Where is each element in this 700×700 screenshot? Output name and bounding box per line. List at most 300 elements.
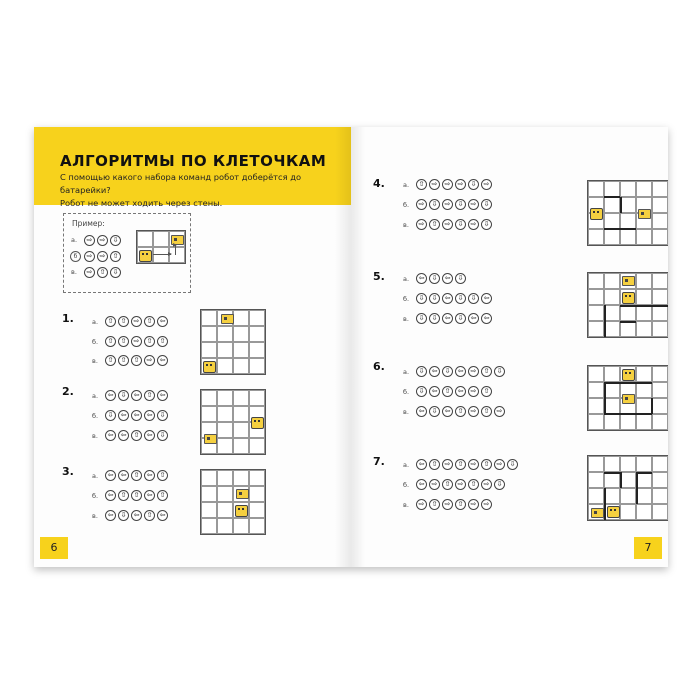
down-arrow-icon: ⇩ [157, 430, 168, 441]
grid-cell [249, 502, 265, 518]
up-arrow-icon: ⇧ [131, 355, 142, 366]
up-arrow-icon: ⇧ [455, 459, 466, 470]
task-4-row-a [416, 179, 494, 190]
grid-cell [636, 488, 652, 504]
down-arrow-icon: ⇩ [442, 366, 453, 377]
grid-cell [652, 472, 668, 488]
left-arrow-icon: ⇦ [105, 430, 116, 441]
example-label: Пример: [72, 219, 105, 228]
example-row-a [84, 235, 123, 246]
task-7-number: 7. [373, 455, 385, 468]
up-arrow-icon: ⇧ [118, 316, 129, 327]
up-arrow-icon: ⇧ [455, 499, 466, 510]
task-3-option-b: б. [92, 492, 99, 500]
up-arrow-icon: ⇧ [105, 336, 116, 347]
down-arrow-icon: ⇩ [416, 366, 427, 377]
left-arrow-icon: ⇦ [157, 316, 168, 327]
task-1-option-c: в. [92, 357, 98, 365]
task-7-option-c: в. [403, 501, 409, 509]
path-arrow-up [175, 245, 176, 255]
right-arrow-icon: ⇨ [494, 406, 505, 417]
task-2-number: 2. [62, 385, 74, 398]
right-arrow-icon: ⇨ [468, 386, 479, 397]
grid-cell [620, 504, 636, 520]
grid-cell [636, 305, 652, 321]
instructions-line-2: Робот не может ходить через стены. [60, 198, 223, 208]
task-7-row-a [416, 459, 520, 470]
robot-icon [251, 417, 264, 429]
down-arrow-icon: ⇩ [429, 313, 440, 324]
task-7-row-c [416, 499, 494, 510]
battery-icon [221, 314, 234, 324]
task-2-grid [200, 389, 266, 455]
grid-cell [620, 197, 636, 213]
left-arrow-icon: ⇦ [157, 510, 168, 521]
example-grid [136, 230, 186, 264]
grid-cell [588, 289, 604, 305]
task-7-option-a: а. [403, 461, 410, 469]
grid-cell [201, 470, 217, 486]
yellow-header [34, 127, 351, 208]
down-arrow-icon: ⇩ [110, 235, 121, 246]
left-arrow-icon: ⇦ [131, 510, 142, 521]
grid-cell [620, 321, 636, 337]
task-6-grid [587, 365, 668, 431]
grid-cell [604, 456, 620, 472]
down-arrow-icon: ⇩ [507, 459, 518, 470]
up-arrow-icon: ⇧ [118, 490, 129, 501]
right-arrow-icon: ⇨ [481, 479, 492, 490]
up-arrow-icon: ⇧ [131, 430, 142, 441]
robot-icon [139, 250, 152, 262]
left-page [34, 127, 351, 567]
grid-cell [217, 438, 233, 454]
grid-cell [249, 326, 265, 342]
down-arrow-icon: ⇩ [455, 219, 466, 230]
grid-cell [233, 422, 249, 438]
workbook-spread [34, 127, 668, 567]
task-2-option-c: в. [92, 432, 98, 440]
grid-cell [652, 181, 668, 197]
grid-cell [636, 181, 652, 197]
grid-cell [201, 342, 217, 358]
left-arrow-icon: ⇦ [455, 366, 466, 377]
up-arrow-icon: ⇧ [429, 459, 440, 470]
task-6-number: 6. [373, 360, 385, 373]
right-page [351, 127, 668, 567]
path-arrow [153, 254, 171, 255]
example-row-b [84, 251, 123, 262]
grid-cell [636, 382, 652, 398]
task-5-row-c [416, 313, 494, 324]
up-arrow-icon: ⇧ [144, 390, 155, 401]
down-arrow-icon: ⇩ [416, 313, 427, 324]
right-arrow-icon: ⇨ [97, 235, 108, 246]
task-3-row-a [105, 470, 170, 481]
task-5-option-c: в. [403, 315, 409, 323]
example-row-c [84, 267, 123, 278]
task-5-row-b [416, 293, 494, 304]
left-arrow-icon: ⇦ [481, 293, 492, 304]
task-5-number: 5. [373, 270, 385, 283]
grid-cell [201, 486, 217, 502]
grid-cell [636, 504, 652, 520]
grid-cell [588, 181, 604, 197]
right-arrow-icon: ⇨ [416, 219, 427, 230]
down-arrow-icon: ⇩ [455, 199, 466, 210]
down-arrow-icon: ⇩ [118, 510, 129, 521]
task-4-option-c: в. [403, 221, 409, 229]
task-5-option-b: б. [403, 295, 410, 303]
grid-cell [588, 488, 604, 504]
grid-cell [604, 229, 620, 245]
task-6-row-a [416, 366, 507, 377]
up-arrow-icon: ⇧ [97, 267, 108, 278]
grid-cell [604, 398, 620, 414]
left-arrow-icon: ⇦ [442, 293, 453, 304]
up-arrow-icon: ⇧ [144, 510, 155, 521]
grid-cell [604, 488, 620, 504]
task-6-option-a: а. [403, 368, 410, 376]
grid-cell [233, 390, 249, 406]
grid-cell [217, 358, 233, 374]
left-arrow-icon: ⇦ [105, 390, 116, 401]
example-option-a: а. [71, 236, 78, 244]
down-arrow-icon: ⇩ [157, 410, 168, 421]
battery-icon [638, 209, 651, 219]
grid-cell [652, 321, 668, 337]
task-2-option-b: б. [92, 412, 99, 420]
grid-cell [201, 406, 217, 422]
grid-cell [652, 414, 668, 430]
left-arrow-icon: ⇦ [157, 390, 168, 401]
page-title: АЛГОРИТМЫ ПО КЛЕТОЧКАМ [60, 152, 327, 170]
task-3-number: 3. [62, 465, 74, 478]
task-6-option-c: в. [403, 408, 409, 416]
left-arrow-icon: ⇦ [416, 406, 427, 417]
right-arrow-icon: ⇨ [455, 179, 466, 190]
grid-cell [249, 342, 265, 358]
down-arrow-icon: ⇩ [481, 219, 492, 230]
right-arrow-icon: ⇨ [494, 459, 505, 470]
down-arrow-icon: ⇩ [416, 293, 427, 304]
left-arrow-icon: ⇦ [481, 313, 492, 324]
down-arrow-icon: ⇩ [494, 479, 505, 490]
grid-cell [233, 326, 249, 342]
down-arrow-icon: ⇩ [105, 410, 116, 421]
grid-cell [249, 470, 265, 486]
grid-cell [652, 289, 668, 305]
grid-cell [217, 422, 233, 438]
left-arrow-icon: ⇦ [144, 430, 155, 441]
grid-cell [233, 470, 249, 486]
task-3-option-a: а. [92, 472, 99, 480]
example-option-c: в. [71, 268, 77, 276]
page-number-right: 7 [634, 537, 662, 559]
down-arrow-icon: ⇩ [468, 179, 479, 190]
right-arrow-icon: ⇨ [131, 316, 142, 327]
up-arrow-icon: ⇧ [131, 490, 142, 501]
grid-cell [588, 472, 604, 488]
right-arrow-icon: ⇨ [442, 459, 453, 470]
up-arrow-icon: ⇧ [481, 366, 492, 377]
up-arrow-icon: ⇧ [131, 470, 142, 481]
down-arrow-icon: ⇩ [455, 313, 466, 324]
grid-cell [620, 488, 636, 504]
instructions [60, 171, 345, 210]
grid-cell [588, 366, 604, 382]
right-arrow-icon: ⇨ [442, 219, 453, 230]
task-4-row-b [416, 199, 494, 210]
grid-cell [217, 406, 233, 422]
grid-cell [588, 382, 604, 398]
grid-cell [652, 273, 668, 289]
grid-cell [588, 456, 604, 472]
down-arrow-icon: ⇩ [494, 366, 505, 377]
down-arrow-icon: ⇩ [429, 406, 440, 417]
right-arrow-icon: ⇨ [144, 355, 155, 366]
battery-icon [622, 276, 635, 286]
right-arrow-icon: ⇨ [468, 459, 479, 470]
task-1-row-a [105, 316, 170, 327]
grid-cell [249, 390, 265, 406]
grid-cell [217, 326, 233, 342]
left-arrow-icon: ⇦ [144, 410, 155, 421]
left-arrow-icon: ⇦ [105, 490, 116, 501]
grid-cell [636, 472, 652, 488]
grid-cell [604, 213, 620, 229]
up-arrow-icon: ⇧ [110, 251, 121, 262]
up-arrow-icon: ⇧ [429, 499, 440, 510]
grid-cell [201, 518, 217, 534]
task-2-option-a: а. [92, 392, 99, 400]
task-4-grid [587, 180, 668, 246]
up-arrow-icon: ⇧ [455, 406, 466, 417]
up-arrow-icon: ⇧ [157, 470, 168, 481]
left-arrow-icon: ⇦ [118, 470, 129, 481]
down-arrow-icon: ⇩ [110, 267, 121, 278]
grid-cell [201, 310, 217, 326]
grid-cell [588, 229, 604, 245]
right-arrow-icon: ⇨ [416, 199, 427, 210]
right-arrow-icon: ⇨ [131, 336, 142, 347]
left-arrow-icon: ⇦ [429, 366, 440, 377]
grid-cell [636, 414, 652, 430]
left-arrow-icon: ⇦ [105, 510, 116, 521]
grid-cell [620, 181, 636, 197]
left-arrow-icon: ⇦ [442, 406, 453, 417]
left-arrow-icon: ⇦ [455, 386, 466, 397]
down-arrow-icon: ⇩ [481, 199, 492, 210]
grid-cell [636, 273, 652, 289]
up-arrow-icon: ⇧ [144, 336, 155, 347]
task-1-row-b [105, 336, 170, 347]
grid-cell [588, 273, 604, 289]
grid-cell [233, 310, 249, 326]
grid-cell [249, 438, 265, 454]
right-arrow-icon: ⇨ [84, 267, 95, 278]
grid-cell [201, 390, 217, 406]
grid-cell [636, 289, 652, 305]
task-1-number: 1. [62, 312, 74, 325]
grid-cell [249, 310, 265, 326]
left-arrow-icon: ⇦ [416, 479, 427, 490]
task-1-row-c [105, 355, 170, 366]
left-arrow-icon: ⇦ [118, 430, 129, 441]
down-arrow-icon: ⇩ [429, 273, 440, 284]
grid-cell [201, 326, 217, 342]
right-arrow-icon: ⇨ [468, 219, 479, 230]
task-5-option-a: а. [403, 275, 410, 283]
grid-cell [652, 504, 668, 520]
grid-cell [652, 456, 668, 472]
grid-cell [620, 472, 636, 488]
right-arrow-icon: ⇨ [468, 406, 479, 417]
grid-cell [620, 305, 636, 321]
left-arrow-icon: ⇦ [131, 390, 142, 401]
grid-cell [201, 502, 217, 518]
grid-cell [620, 213, 636, 229]
right-arrow-icon: ⇨ [468, 199, 479, 210]
task-2-row-b [105, 410, 170, 421]
grid-cell [620, 229, 636, 245]
up-arrow-icon: ⇧ [481, 386, 492, 397]
left-arrow-icon: ⇦ [157, 355, 168, 366]
grid-cell [249, 486, 265, 502]
left-arrow-icon: ⇦ [118, 410, 129, 421]
right-arrow-icon: ⇨ [442, 499, 453, 510]
grid-cell [217, 390, 233, 406]
grid-cell [604, 382, 620, 398]
left-arrow-icon: ⇦ [468, 313, 479, 324]
task-6-row-c [416, 406, 507, 417]
example-box [63, 213, 191, 293]
task-5-row-a [416, 273, 468, 284]
right-arrow-icon: ⇨ [84, 251, 95, 262]
task-6-option-b: б. [403, 388, 410, 396]
task-4-option-a: а. [403, 181, 410, 189]
up-arrow-icon: ⇧ [144, 316, 155, 327]
robot-icon [590, 208, 603, 220]
up-arrow-icon: ⇧ [429, 219, 440, 230]
grid-cell [636, 398, 652, 414]
up-arrow-icon: ⇧ [105, 355, 116, 366]
grid-cell [249, 518, 265, 534]
task-7-row-b [416, 479, 507, 490]
task-4-row-c [416, 219, 494, 230]
grid-cell [652, 488, 668, 504]
robot-icon [622, 292, 635, 304]
up-arrow-icon: ⇧ [105, 316, 116, 327]
task-3-row-b [105, 490, 170, 501]
grid-cell [652, 197, 668, 213]
task-2-row-c [105, 430, 170, 441]
left-arrow-icon: ⇦ [416, 459, 427, 470]
up-arrow-icon: ⇧ [118, 336, 129, 347]
up-arrow-icon: ⇧ [118, 355, 129, 366]
task-6-row-b [416, 386, 494, 397]
task-1-option-b: б. [92, 338, 99, 346]
grid-cell [652, 398, 668, 414]
grid-cell [652, 213, 668, 229]
example-option-b-circled: б [70, 251, 81, 262]
page-number-left: 6 [40, 537, 68, 559]
left-arrow-icon: ⇦ [442, 313, 453, 324]
grid-cell [604, 305, 620, 321]
grid-cell [233, 406, 249, 422]
grid-cell [636, 456, 652, 472]
battery-icon [236, 489, 249, 499]
left-arrow-icon: ⇦ [429, 386, 440, 397]
grid-cell [604, 197, 620, 213]
battery-icon [622, 394, 635, 404]
up-arrow-icon: ⇧ [442, 479, 453, 490]
grid-cell [217, 342, 233, 358]
down-arrow-icon: ⇩ [455, 273, 466, 284]
task-3-option-c: в. [92, 512, 98, 520]
grid-cell [588, 398, 604, 414]
right-arrow-icon: ⇨ [481, 499, 492, 510]
grid-cell [217, 502, 233, 518]
up-arrow-icon: ⇧ [468, 479, 479, 490]
battery-icon [591, 508, 604, 518]
grid-cell [233, 518, 249, 534]
grid-cell [588, 305, 604, 321]
instructions-line-1: С помощью какого набора команд робот доберётся до батарейки? [60, 172, 302, 195]
task-1-grid [200, 309, 266, 375]
grid-cell [604, 273, 620, 289]
grid-cell [588, 414, 604, 430]
left-arrow-icon: ⇦ [144, 490, 155, 501]
down-arrow-icon: ⇩ [429, 293, 440, 304]
left-arrow-icon: ⇦ [416, 273, 427, 284]
right-arrow-icon: ⇨ [84, 235, 95, 246]
down-arrow-icon: ⇩ [468, 293, 479, 304]
grid-cell [233, 438, 249, 454]
up-arrow-icon: ⇧ [157, 490, 168, 501]
robot-icon [235, 505, 248, 517]
down-arrow-icon: ⇩ [118, 390, 129, 401]
grid-cell [604, 289, 620, 305]
robot-icon [203, 361, 216, 373]
up-arrow-icon: ⇧ [481, 459, 492, 470]
down-arrow-icon: ⇩ [416, 386, 427, 397]
grid-cell [652, 229, 668, 245]
task-5-grid [587, 272, 668, 338]
grid-cell [620, 456, 636, 472]
grid-cell [620, 414, 636, 430]
robot-icon [622, 369, 635, 381]
battery-icon [204, 434, 217, 444]
left-arrow-icon: ⇦ [131, 410, 142, 421]
grid-cell [652, 305, 668, 321]
grid-cell [588, 321, 604, 337]
task-3-grid [200, 469, 266, 535]
robot-icon [607, 506, 620, 518]
grid-cell [636, 321, 652, 337]
grid-cell [249, 358, 265, 374]
task-4-number: 4. [373, 177, 385, 190]
grid-cell [604, 181, 620, 197]
right-arrow-icon: ⇨ [468, 366, 479, 377]
task-7-option-b: б. [403, 481, 410, 489]
right-arrow-icon: ⇨ [442, 179, 453, 190]
grid-cell [233, 358, 249, 374]
grid-cell [652, 366, 668, 382]
grid-cell [636, 366, 652, 382]
right-arrow-icon: ⇨ [442, 199, 453, 210]
grid-cell [604, 414, 620, 430]
